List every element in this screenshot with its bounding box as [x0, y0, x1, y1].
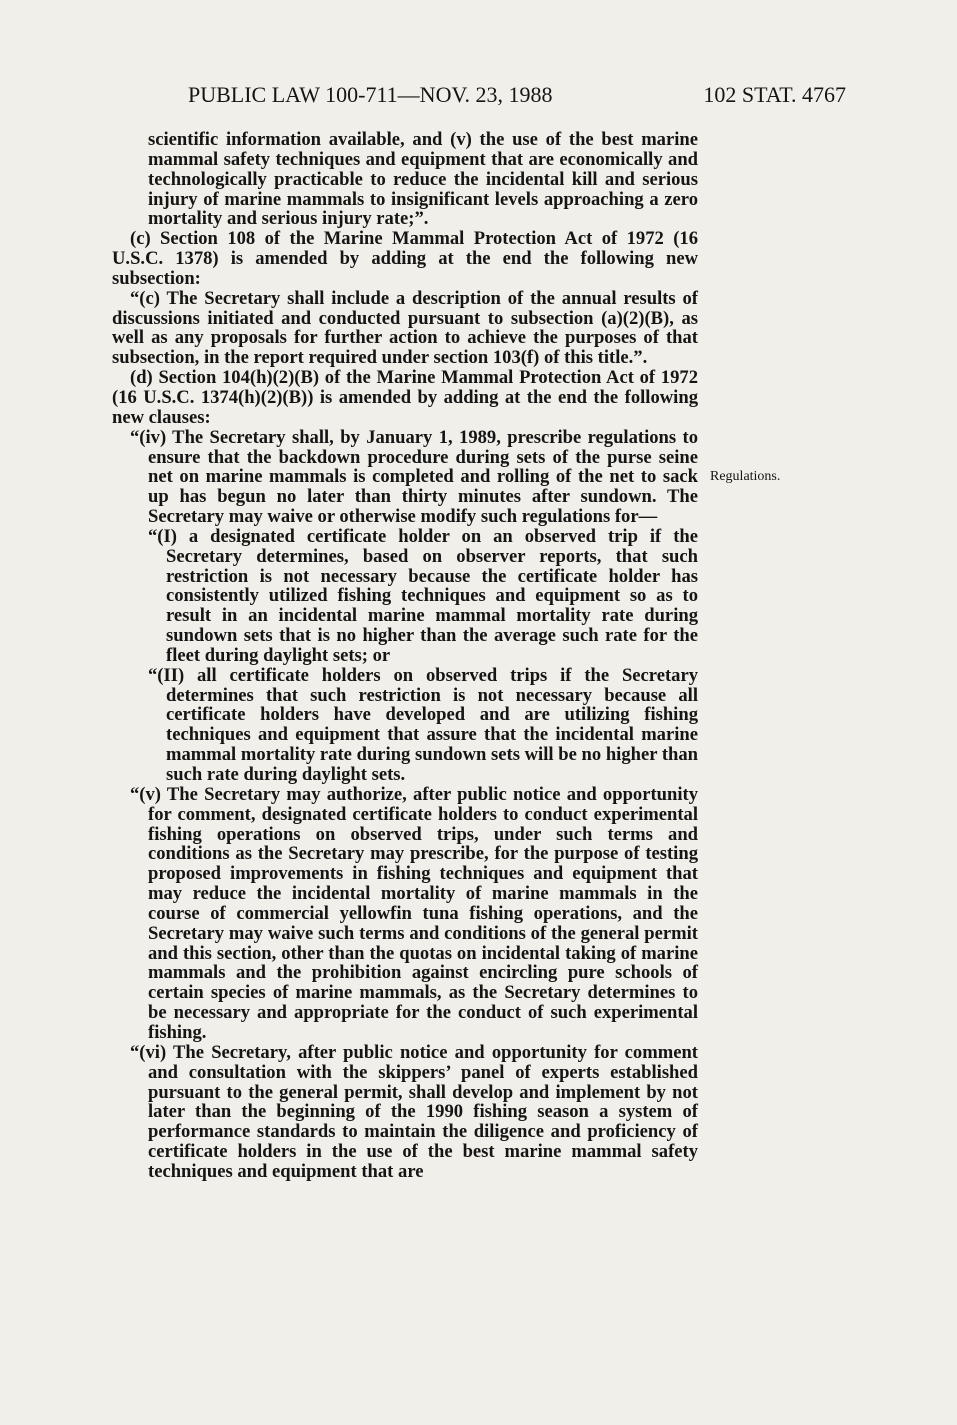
- paragraph-clause-vi: “(vi) The Secretary, after public notice and opportunity for comment and consultation with the skippers’ panel of experts established pursuant to the general permit, shall develop and implement by not later than the beginning of the 1990 fishing season a system of performance standards to maintain the diligence and proficiency of certificate holders in the use of the best marine mammal safety techniques and equipment that are: [130, 1041, 698, 1182]
- header-page-number: 102 STAT. 4767: [703, 82, 846, 107]
- paragraph-clause-iv: “(iv) The Secretary shall, by January 1, 1989, prescribe regulations to ensure that the backdown procedure during sets of the purse seine net on marine mammals is completed and rolling of the net to sack up has begun no later than thirty minutes after sundown. The Secretary may waive or otherwise modify such regulations for—: [130, 426, 698, 528]
- running-header: [188, 80, 846, 110]
- body-text: [112, 130, 698, 1182]
- paragraph-section-c: (c) Section 108 of the Marine Mammal Protection Act of 1972 (16 U.S.C. 1378) is amended by adding at the end the following new subsection:: [112, 228, 698, 289]
- paragraph-section-d: (d) Section 104(h)(2)(B) of the Marine Mammal Protection Act of 1972 (16 U.S.C. 1374(h)(2)(B)) is amended by adding at the end the following new clauses:: [112, 367, 698, 428]
- paragraph-subclause-i: “(I) a designated certificate holder on an observed trip if the Secretary determines, based on observer reports, that such restriction is not necessary because the certificate holder has consistently utilized fishing techniques and equipment so as to result in an incidental marine mammal mortality rate during sundown sets that is no higher than the average such rate for the fleet during daylight sets; or: [148, 525, 698, 666]
- paragraph-clause-v: “(v) The Secretary may authorize, after public notice and opportunity for comment, designated certificate holders to conduct experimental fishing operations on observed trips, under such terms and conditions as the Secretary may prescribe, for the purpose of testing proposed improvements in fishing techniques and equipment that may reduce the incidental mortality of marine mammals in the course of commercial yellowfin tuna fishing operations, and the Secretary may waive such terms and conditions of the general permit and this section, other than the quotas on incidental taking of marine mammals and the prohibition against encircling pure schools of certain species of marine mammals, as the Secretary determines to be necessary and appropriate for the conduct of such experimental fishing.: [130, 783, 698, 1043]
- header-citation: PUBLIC LAW 100-711—NOV. 23, 1988: [188, 82, 553, 107]
- paragraph-subsection-c: “(c) The Secretary shall include a description of the annual results of discussions initiated and conducted pursuant to subsection (a)(2)(B), as well as any proposals for further action to achieve the purposes of that subsection, in the report required under section 103(f) of this title.”.: [112, 287, 698, 369]
- paragraph-continuation: scientific information available, and (v) the use of the best marine mammal safety techniques and equipment that are economically and technologically practicable to reduce the incidental kill and serious injury of marine mammals to insignificant levels approaching a zero mortality and serious injury rate;”.: [148, 129, 698, 230]
- margin-note-regulations: Regulations.: [710, 469, 781, 484]
- paragraph-subclause-ii: “(II) all certificate holders on observed trips if the Secretary determines that such restriction is not necessary because all certificate holders have developed and are utilizing fishing techniques and equipment that assure that the incidental marine mammal mortality rate during sundown sets will be no higher than such rate during daylight sets.: [148, 664, 698, 785]
